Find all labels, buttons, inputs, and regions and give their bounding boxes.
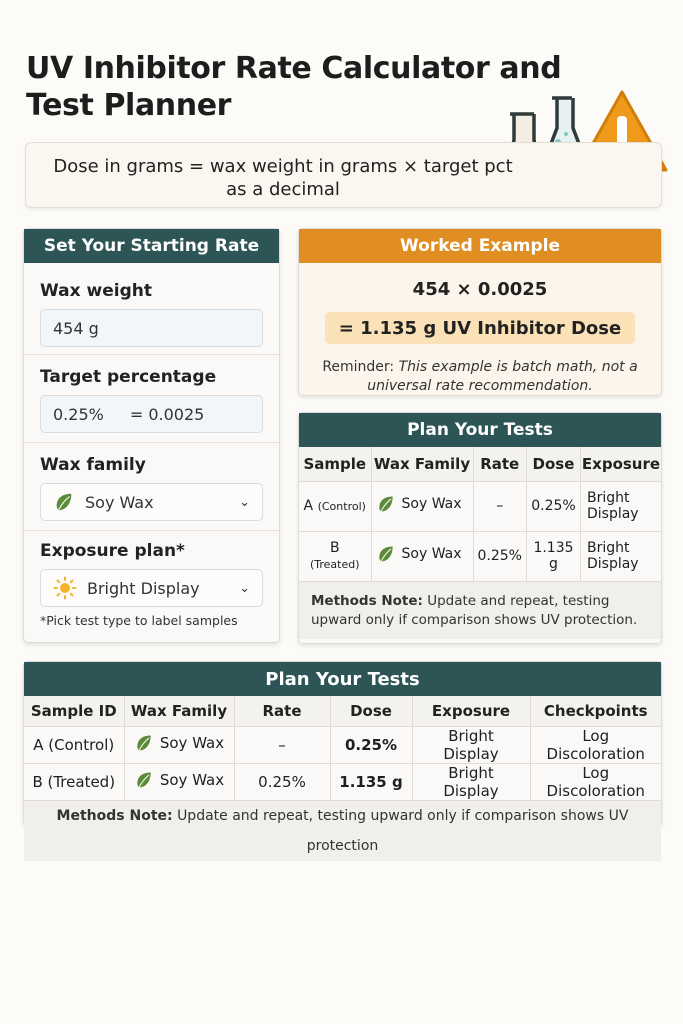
wax-weight-value: 454 g: [53, 318, 99, 338]
dose-cell: 0.25%: [330, 726, 412, 763]
plan-tests-wide-table: [24, 696, 661, 801]
chevron-down-icon[interactable]: ⌄: [239, 580, 250, 596]
plan-tests-wide-panel: [23, 661, 662, 854]
reminder-text: This example is batch math, not a universal rate recommendation.: [367, 359, 638, 394]
exposure-label: Exposure plan*: [40, 541, 185, 561]
sample-sub: (Control): [317, 500, 366, 513]
exposure-cell: Bright Display: [412, 763, 530, 800]
exposure-footnote: *Pick test type to label samples: [40, 613, 238, 628]
worked-calculation: 454 × 0.0025: [412, 279, 548, 300]
col-sample-id: Sample ID: [24, 696, 124, 726]
exposure-value: Bright Display: [87, 578, 200, 598]
table-row: [299, 481, 661, 531]
target-decimal-value: = 0.0025: [129, 404, 205, 424]
wax-value: Soy Wax: [159, 733, 225, 752]
col-wax-family: Wax Family: [371, 447, 473, 481]
checkpoints-cell: Log Discoloration: [530, 763, 661, 800]
note-text: Update and repeat, testing upward only if comparison shows UV protection.: [311, 592, 638, 628]
leaf-icon: [134, 770, 154, 790]
wax-cell: [371, 531, 473, 581]
leaf-icon: [376, 494, 396, 514]
wax-weight-section: [24, 263, 279, 355]
sample-id: A: [303, 498, 314, 514]
sample-cell: [299, 481, 371, 531]
wax-family-label: Wax family: [40, 455, 146, 475]
exposure-section: [24, 531, 279, 643]
col-wax-family: Wax Family: [124, 696, 234, 726]
table-row: [299, 531, 661, 581]
rate-cell: –: [234, 726, 330, 763]
wax-family-select[interactable]: [40, 483, 263, 521]
dose-cell: 1.135 g: [526, 531, 580, 581]
col-sample: Sample: [299, 447, 371, 481]
worked-reminder: [313, 358, 647, 396]
sample-cell: A (Control): [24, 726, 124, 763]
table-row: [24, 726, 661, 763]
wax-cell: [124, 726, 234, 763]
wax-value: Soy Wax: [401, 496, 462, 512]
worked-result: = 1.135 g UV Inhibitor Dose: [325, 312, 635, 344]
dose-cell: 0.25%: [526, 481, 580, 531]
col-exposure: Exposure: [580, 447, 661, 481]
page-title: UV Inhibitor Rate Calculator and Test Planner: [26, 51, 562, 123]
rate-cell: 0.25%: [473, 531, 526, 581]
methods-note: [299, 582, 661, 639]
leaf-icon: [53, 491, 75, 513]
formula-box: [25, 142, 662, 208]
col-exposure: Exposure: [412, 696, 530, 726]
leaf-icon: [134, 733, 154, 753]
wax-family-section: [24, 443, 279, 531]
sample-cell: [299, 531, 371, 581]
sample-id: B: [329, 540, 340, 556]
note-lead: Methods Note:: [311, 592, 423, 609]
wax-cell: [371, 481, 473, 531]
starting-rate-panel: [23, 228, 280, 643]
note-text: Update and repeat, testing upward only if comparison shows UV protection: [177, 807, 629, 854]
chevron-down-icon[interactable]: ⌄: [239, 494, 250, 510]
target-section: [24, 355, 279, 443]
exposure-cell: Bright Display: [580, 531, 661, 581]
plan-tests-panel: [298, 412, 662, 644]
leaf-icon: [376, 544, 396, 564]
wax-family-value: Soy Wax: [85, 492, 154, 512]
exposure-cell: Bright Display: [412, 726, 530, 763]
table-row: [24, 763, 661, 800]
exposure-select[interactable]: [40, 569, 263, 607]
formula-text: Dose in grams = wax weight in grams × target pct as a decimal: [53, 156, 513, 200]
methods-note-wide: [24, 801, 661, 861]
starting-rate-header: Set Your Starting Rate: [24, 229, 279, 263]
target-pct-value: 0.25%: [53, 404, 104, 424]
wax-weight-label: Wax weight: [40, 281, 152, 301]
wax-weight-input[interactable]: [40, 309, 263, 347]
col-dose: Dose: [330, 696, 412, 726]
sample-cell: B (Treated): [24, 763, 124, 800]
table-header-row: [299, 447, 661, 481]
col-dose: Dose: [526, 447, 580, 481]
wax-cell: [124, 763, 234, 800]
worked-example-panel: [298, 228, 662, 396]
note-lead: Methods Note:: [56, 807, 173, 824]
wax-value: Soy Wax: [401, 546, 462, 562]
col-checkpoints: Checkpoints: [530, 696, 661, 726]
worked-example-header: Worked Example: [299, 229, 661, 263]
col-rate: Rate: [473, 447, 526, 481]
target-percentage-input[interactable]: [40, 395, 263, 433]
exposure-cell: Bright Display: [580, 481, 661, 531]
table-header-row: [24, 696, 661, 726]
rate-cell: 0.25%: [234, 763, 330, 800]
sun-icon: [53, 576, 77, 600]
sample-sub: (Treated): [309, 558, 360, 571]
wax-value: Soy Wax: [159, 770, 225, 789]
plan-tests-table: [299, 447, 661, 582]
col-rate: Rate: [234, 696, 330, 726]
plan-tests-header: Plan Your Tests: [299, 413, 661, 447]
checkpoints-cell: Log Discoloration: [530, 726, 661, 763]
dose-cell: 1.135 g: [330, 763, 412, 800]
plan-tests-wide-header: Plan Your Tests: [24, 662, 661, 696]
target-label: Target percentage: [40, 367, 217, 387]
rate-cell: –: [473, 481, 526, 531]
reminder-lead: Reminder:: [322, 359, 395, 375]
